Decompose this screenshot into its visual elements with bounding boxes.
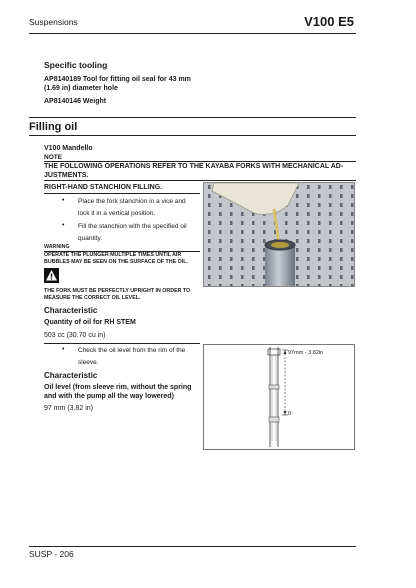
note-label: NOTE — [44, 154, 63, 161]
step-1-line-2: lock it in a vertical position. — [78, 210, 156, 217]
note-line-1: THE FOLLOWING OPERATIONS REFER TO THE KAYABA FORKS WITH MECHANICAL AD- — [44, 163, 344, 170]
tooling-title: Specific tooling — [44, 60, 108, 70]
step3-rule — [44, 343, 200, 344]
fork-filling-illustration — [204, 183, 354, 286]
warning-line-2: BUBBLES MAY BE SEEN ON THE SURFACE OF THE OIL. — [44, 259, 188, 265]
section-rule — [29, 117, 356, 118]
footer-page: SUSP - 206 — [29, 549, 74, 559]
section-rule-bottom — [29, 135, 356, 136]
header-rule — [29, 33, 356, 34]
char1-label: Quantity of oil for RH STEM — [44, 319, 136, 326]
warning-label: WARNING — [44, 244, 70, 250]
subsection-rule-bottom — [44, 193, 200, 194]
header-section: Suspensions — [29, 17, 78, 27]
char1-title: Characteristic — [44, 306, 98, 315]
warning-line-1: OPERATE THE PLUNGER MULTIPLE TIMES UNTIL AIR — [44, 252, 182, 258]
step-1-line-1: Place the fork stanchion in a vice and — [78, 198, 186, 205]
fork-filling-photo — [203, 182, 355, 287]
bullet-3: • — [62, 346, 65, 353]
char2-label-1: Oil level (from sleeve rim, without the spring — [44, 384, 192, 391]
caution-line-1: THE FORK MUST BE PERFECTLY UPRIGHT IN ORDER TO — [44, 288, 191, 294]
section-title: Filling oil — [29, 121, 78, 133]
char2-label-2: and with the pump all the way lowered) — [44, 393, 174, 400]
step-3-line-1: Check the oil level from the rim of the — [78, 347, 186, 354]
footer-rule — [29, 546, 356, 547]
caution-icon — [44, 268, 59, 283]
note-line-2: JUSTMENTS. — [44, 172, 89, 179]
oil-level-figure — [203, 344, 355, 450]
oil-level-drawing — [204, 345, 354, 449]
step-3-line-2: sleeve. — [78, 359, 99, 366]
step-2-line-2: quantity. — [78, 235, 103, 242]
model-name: V100 Mandello — [44, 145, 93, 152]
tooling-item-1: AP8140189 Tool for fitting oil seal for 43 mm — [44, 76, 191, 83]
bullet-2: • — [62, 222, 65, 229]
step-2-line-1: Fill the stanchion with the specified oil — [78, 223, 187, 230]
char1-value: 503 cc (30.70 cu in) — [44, 332, 106, 339]
subsection-title: RIGHT-HAND STANCHION FILLING. — [44, 184, 163, 191]
measure-label: 97mm - 3.82in — [288, 350, 324, 356]
tooling-item-1-cont: (1.69 in) diameter hole — [44, 85, 118, 92]
bullet-1: • — [62, 197, 65, 204]
char2-title: Characteristic — [44, 371, 98, 380]
caution-line-2: MEASURE THE CORRECT OIL LEVEL. — [44, 295, 141, 301]
char2-value: 97 mm (3.82 in) — [44, 405, 94, 412]
header-model: V100 E5 — [304, 14, 354, 29]
tooling-item-2: AP8140146 Weight — [44, 98, 107, 105]
zero-label: 0 — [288, 411, 292, 417]
subsection-rule-top — [44, 180, 356, 181]
